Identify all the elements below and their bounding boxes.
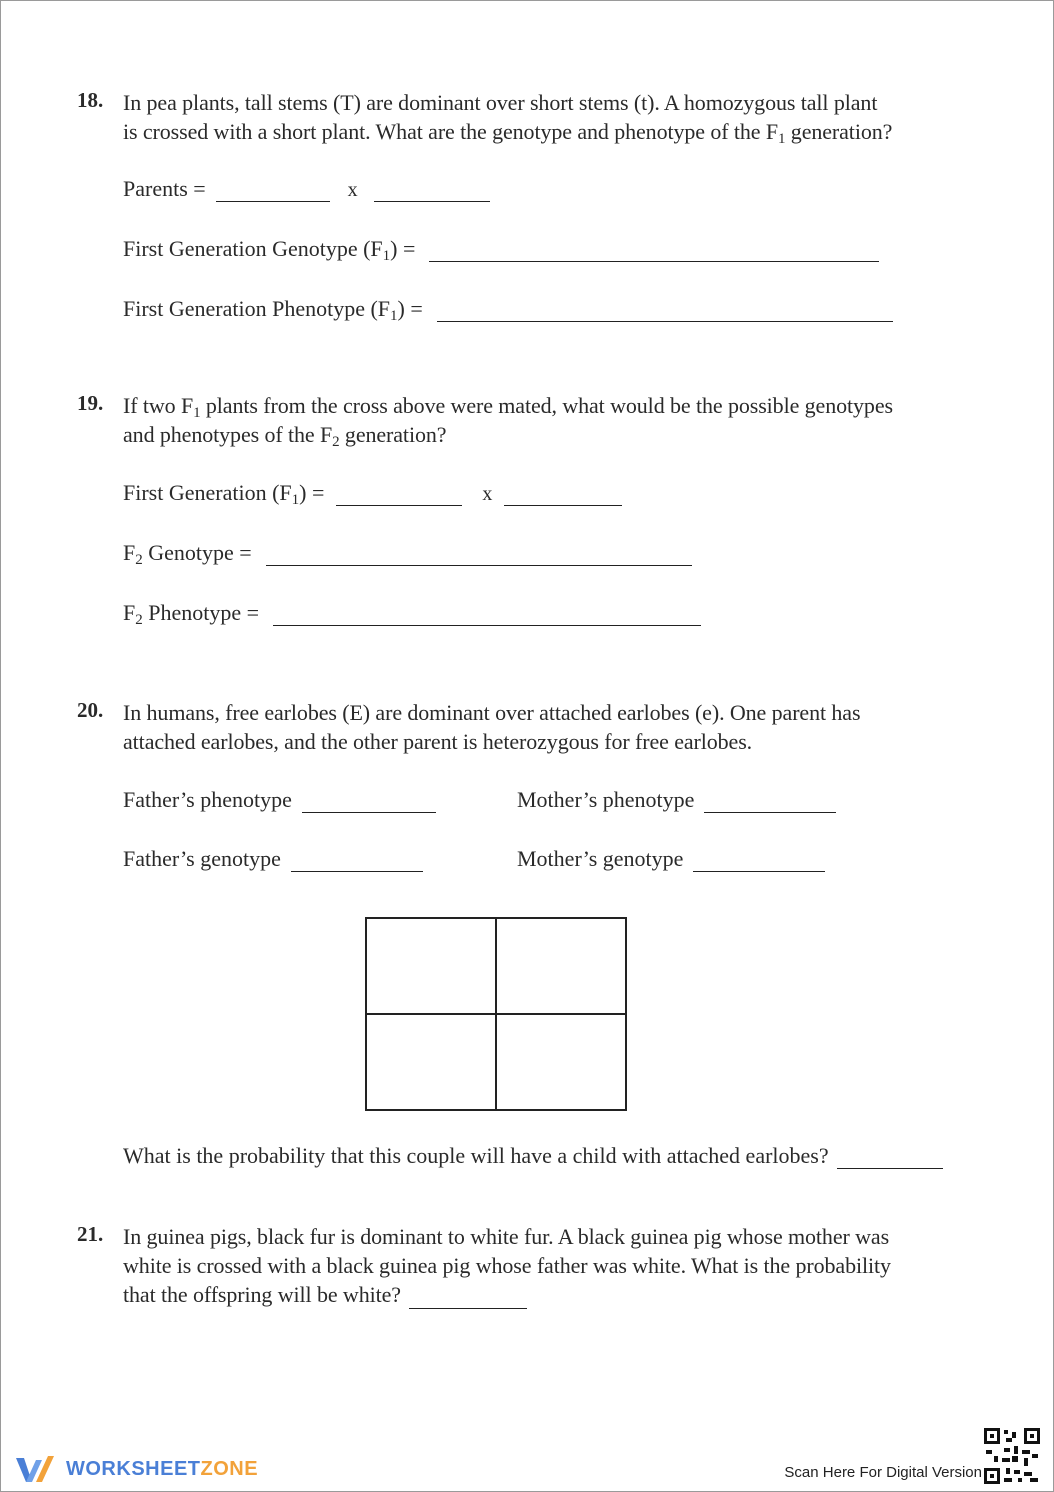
father-genotype-blank[interactable] (291, 849, 423, 872)
question-number: 19. (77, 391, 104, 415)
worksheetzone-brand[interactable] (14, 1452, 258, 1486)
question-number: 18. (77, 88, 104, 112)
qr-code-icon[interactable] (984, 1428, 1040, 1484)
question-text-line: that the offspring will be white? (123, 1280, 983, 1309)
f1-genotype-label: First Generation Genotype $(F_1)$ = (123, 236, 416, 264)
father-phenotype-blank[interactable] (302, 790, 436, 813)
father-genotype-row (123, 846, 423, 872)
punnett-cell[interactable] (496, 1014, 626, 1110)
punnett-cell[interactable] (496, 918, 626, 1014)
probability-blank[interactable] (837, 1146, 943, 1169)
question-text (123, 88, 983, 146)
question-number: 20. (77, 698, 104, 722)
offspring-probability-blank[interactable] (409, 1286, 527, 1309)
probability-row (123, 1143, 943, 1169)
f2-genotype-blank[interactable] (266, 543, 692, 566)
parents-blank-1[interactable] (216, 179, 330, 202)
first-generation-label: First Generation $(F_1)$ = (123, 480, 325, 508)
mother-phenotype-blank[interactable] (704, 790, 836, 813)
scan-text: Scan Here For Digital Version (784, 1464, 982, 1481)
question-text (123, 1222, 983, 1309)
question-text-line: In pea plants, tall stems (T) are dominant over short stems (t). A homozygous tall plant (123, 90, 878, 115)
question-text-line: In guinea pigs, black fur is dominant to white fur. A black guinea pig whose mother was (123, 1224, 890, 1249)
question-text-line: white is crossed with a black guinea pig whose father was white. What is the probability (123, 1253, 891, 1278)
probability-question: What is the probability that this couple will have a child with attached earlobes? (123, 1143, 829, 1168)
punnett-square (365, 917, 627, 1111)
father-phenotype-label: Father’s phenotype (123, 787, 292, 812)
mother-genotype-blank[interactable] (693, 849, 825, 872)
f2-phenotype-label: $F_2$ Phenotype = (123, 600, 260, 628)
f1-phenotype-row (123, 296, 893, 322)
first-generation-row (123, 480, 622, 506)
f1-genotype-row (123, 236, 879, 262)
f2-phenotype-blank[interactable] (273, 603, 701, 626)
f2-genotype-label: $F_2$ Genotype = (123, 540, 252, 568)
question-number: 21. (77, 1222, 104, 1246)
question-text (123, 391, 983, 449)
question-text-line: and phenotypes of the $F_2$ generation? (123, 422, 447, 450)
question-text-line: attached earlobes, and the other parent is heterozygous for free earlobes. (123, 729, 753, 754)
first-generation-blank-2[interactable] (504, 483, 622, 506)
mother-genotype-label: Mother’s genotype (517, 846, 684, 871)
father-genotype-label: Father’s genotype (123, 846, 281, 871)
parents-blank-2[interactable] (374, 179, 490, 202)
f1-genotype-blank[interactable] (429, 239, 879, 262)
worksheetzone-logo-icon (14, 1452, 58, 1486)
punnett-cell[interactable] (366, 918, 496, 1014)
question-text-line: In humans, free earlobes (E) are dominant over attached earlobes (e). One parent has (123, 700, 861, 725)
question-text-line: is crossed with a short plant. What are the genotype and phenotype of the $F_1$ generation? (123, 119, 893, 147)
first-generation-blank-1[interactable] (336, 483, 462, 506)
cross-mark: x (482, 483, 493, 505)
f1-phenotype-label: First Generation Phenotype $(F_1)$ = (123, 296, 423, 324)
mother-phenotype-label: Mother’s phenotype (517, 787, 695, 812)
mother-phenotype-row (517, 787, 836, 813)
parents-label: Parents = (123, 176, 206, 201)
f1-phenotype-blank[interactable] (437, 299, 893, 322)
parents-row (123, 176, 490, 202)
cross-mark: x (347, 179, 358, 201)
f2-phenotype-row (123, 600, 701, 626)
brand-name: WORKSHEETZONE (66, 1457, 259, 1480)
question-text (123, 698, 983, 756)
question-text-line: If two $F_1$ plants from the cross above were mated, what would be the possible genotypes (123, 393, 893, 421)
punnett-cell[interactable] (366, 1014, 496, 1110)
father-phenotype-row (123, 787, 436, 813)
mother-genotype-row (517, 846, 825, 872)
f2-genotype-row (123, 540, 692, 566)
